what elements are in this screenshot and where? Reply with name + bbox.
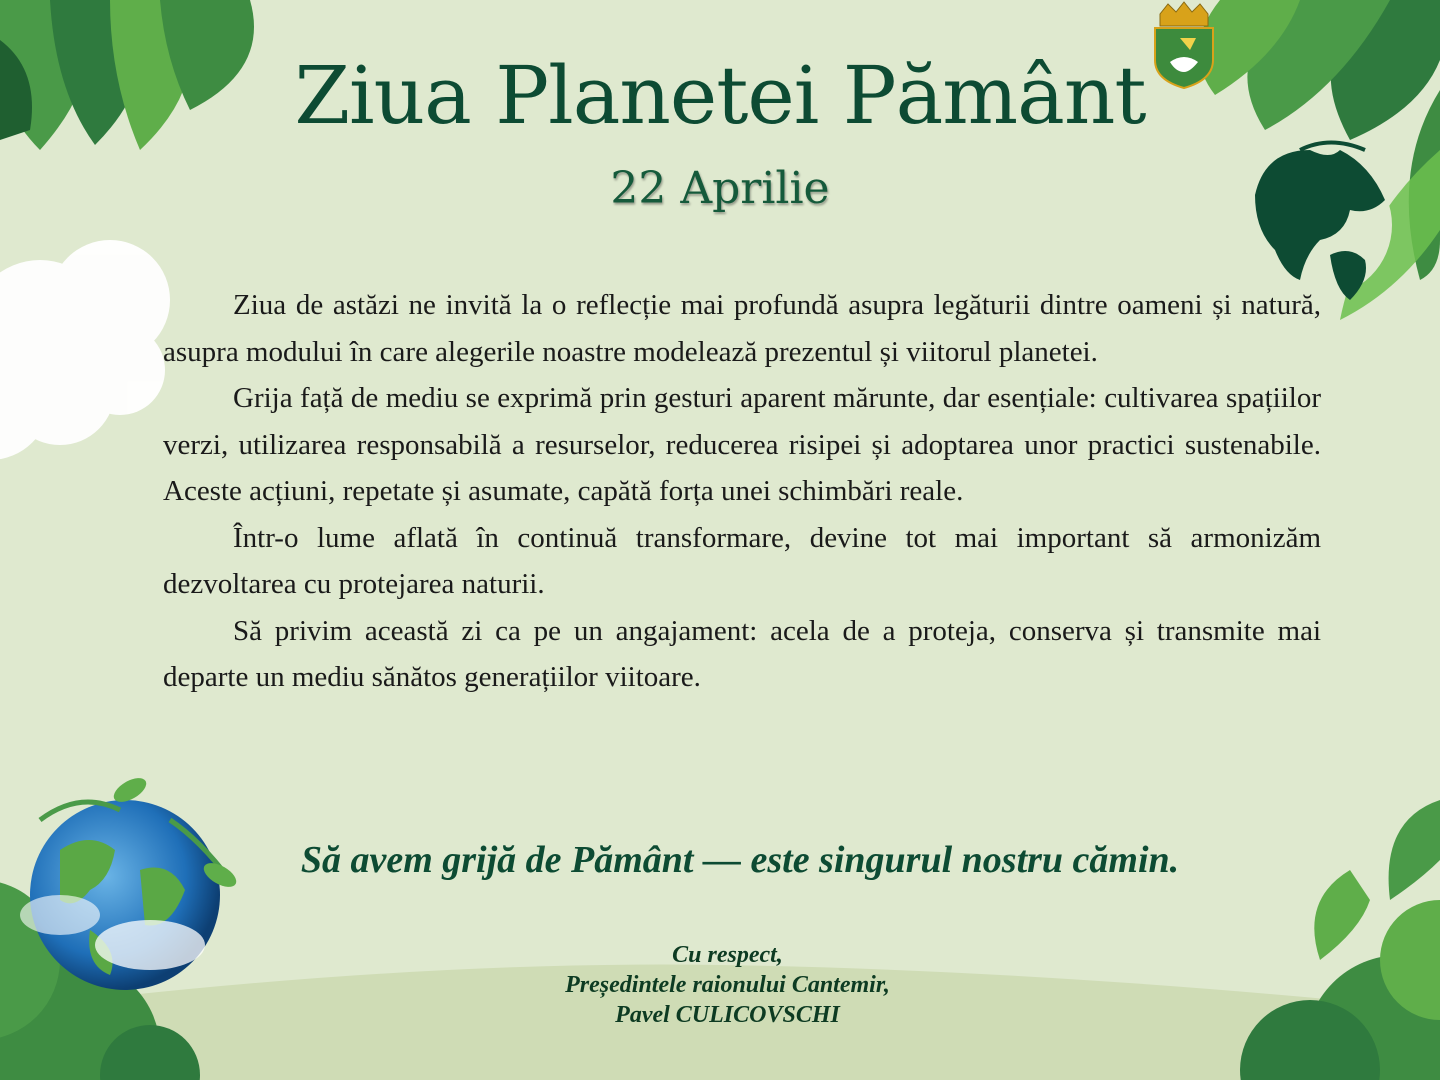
paragraph: Într-o lume aflată în continuă transformare, devine tot mai important să armonizăm dezvoltarea cu protejarea naturii. xyxy=(163,521,1321,600)
signature-block xyxy=(0,940,1440,1030)
date-subtitle: 22 Aprilie xyxy=(610,163,830,214)
paragraph: Ziua de astăzi ne invită la o reflecție mai profundă asupra legăturii dintre oameni și natură, asupra modului în care alegerile noastre modelează prezentul și viitorul planetei. xyxy=(163,289,1321,368)
cloud-icon xyxy=(0,240,170,460)
signature-title: Președintele raionului Cantemir, xyxy=(565,972,890,998)
signature-name: Pavel CULICOVSCHI xyxy=(615,1002,840,1028)
page-title: Ziua Planetei Pământ xyxy=(294,49,1146,142)
paragraph: Grija față de mediu se exprimă prin gesturi aparent mărunte, dar esențiale: cultivarea spațiilor verzi, utilizarea responsabilă a resurselor, reducerea risipei și adoptarea unor practici sustenabile. Aceste acțiuni, repetate și asumate, capătă forța unei schimbări reale. xyxy=(163,382,1321,507)
paragraph: Să privim această zi ca pe un angajament: acela de a proteja, conserva și transmite mai departe un mediu sănătos generațiilor viitoare. xyxy=(163,614,1321,693)
motto: Să avem grijă de Pământ — este singurul nostru cămin. xyxy=(300,839,1180,881)
body-text xyxy=(163,282,1321,701)
signature-greeting: Cu respect, xyxy=(672,942,783,968)
